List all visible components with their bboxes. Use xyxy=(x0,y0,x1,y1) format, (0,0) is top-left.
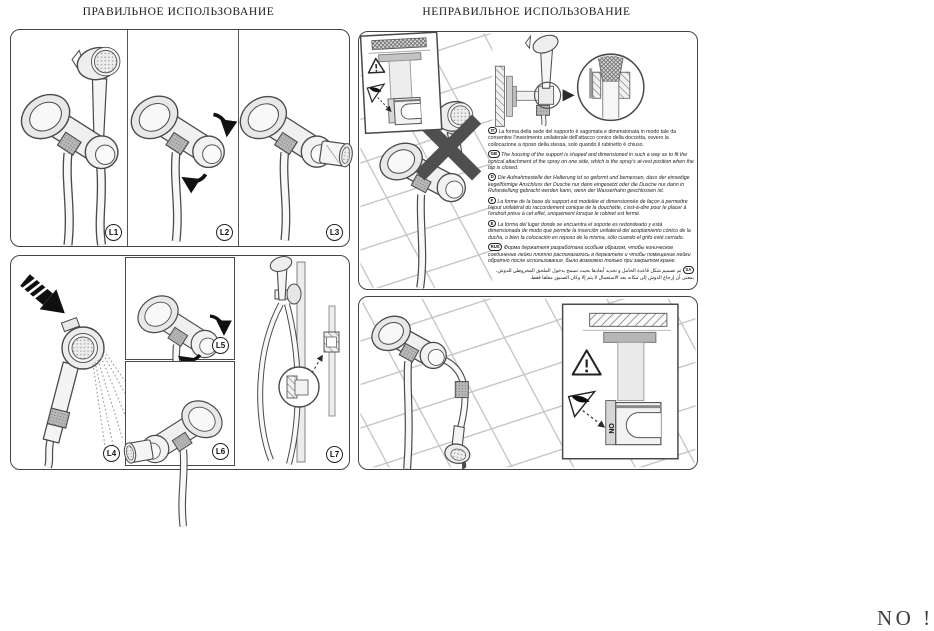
figure-wall-mount-detail xyxy=(237,256,348,467)
instruction-e: E La forma del lugar donde se encuentra el soporte es redondeado y está dimensionada de modo que permite la inserción unilateral del acoplamiento cónico de la ducha, o bien la colocación en reposo de la misma, sólo cuando el grifo esté cerrado. xyxy=(488,220,691,241)
lang-badge-f: F xyxy=(488,197,496,204)
support-column xyxy=(618,342,644,400)
correct-usage-bottom-box xyxy=(10,255,350,470)
panel-l3 xyxy=(238,30,348,246)
figure-spray-press xyxy=(11,256,125,467)
panel-l7 xyxy=(237,256,348,467)
rotate-arrow-icon xyxy=(210,316,224,332)
instruction-gb: GB The housing of the support is shaped and dimensioned in such a way as to fit the conical attachment of the spray on one side, which is the spray's at-rest position when the tap is closed. xyxy=(488,151,694,172)
step-label-l3: L3 xyxy=(326,224,343,241)
shower-handle-figure xyxy=(319,140,354,168)
step-label-l2: L2 xyxy=(216,224,233,241)
instruction-sa: SAتم تصميم شكل قاعدة الحامل و تحديد أبعادها بحيث تسمح بدخول الملحق المخروطي للدوش، بمعنى أن إرجاع الدوش إلى مكانه بعد الاستعمال لا يتم إلا وكان الصنبور مغلقا فقط. xyxy=(495,267,694,281)
step-label-l7: L7 xyxy=(326,446,343,463)
figure-bracket-rotation xyxy=(128,30,238,246)
instruction-rus: RUS Форма держателя разработана особым образом, чтобы коническое соединение лейки плотно располагалось в держателе и чтобы помещение лейки обратно после использования, было возможно только при закрытом кране. xyxy=(488,244,691,264)
lang-badge-d: D xyxy=(488,173,496,180)
lang-badge-e: E xyxy=(488,220,496,227)
lang-badge-sa: SA xyxy=(683,266,694,273)
step-label-l4: L4 xyxy=(103,445,120,462)
instruction-d: D Die Aufnahmestelle der Halterung ist so geformt und bemessen, dass der einseitige kegelförmige Anschluss der Dusche nur dann eingesetzt oder die Dusche nur dann in Ruhestellung gebracht werden kann, wenn der Wasserhahn geschlossen ist. xyxy=(488,174,690,195)
step-label-l1: L1 xyxy=(105,224,122,241)
panel-l5 xyxy=(125,257,235,360)
no-vertical-label: NO xyxy=(608,423,616,434)
title-correct-usage: ПРАВИЛЬНОЕ ИСПОЛЬЗОВАНИЕ xyxy=(82,6,275,18)
rotate-arrow-icon xyxy=(185,174,206,181)
instruction-f: F La forme de la base du support est modelée et dimensionnée de façon à permettre l'ajout unilatéral du raccordement conique de la douchette, c'est-à-dire pour le placer à l'endroit prévu à cet effet, uniquement lorsque le robinet est fermé. xyxy=(488,197,688,218)
support-column xyxy=(389,60,412,99)
no-text: NO ! xyxy=(877,606,934,630)
lang-badge-gb: GB xyxy=(488,150,500,157)
wall-bracket-figure xyxy=(123,393,229,526)
hose-knurl-sleeve xyxy=(455,381,468,397)
panel-l2 xyxy=(127,30,238,246)
press-arrow-icon xyxy=(17,270,74,323)
wall-cross-section xyxy=(495,66,504,126)
hanging-shower-figure xyxy=(260,254,301,464)
inset-hook-detail xyxy=(563,304,678,458)
cone-seat-detail-figure xyxy=(495,32,643,127)
anchor-detail xyxy=(324,332,339,352)
lang-badge-rus: RUS xyxy=(488,243,502,250)
step-label-l6: L6 xyxy=(212,443,229,460)
pointer-arrow-icon xyxy=(312,356,322,373)
figure-shower-at-rest xyxy=(11,30,127,246)
title-incorrect-usage: НЕПРАВИЛЬНОЕ ИСПОЛЬЗОВАНИЕ xyxy=(422,6,631,18)
incorrect-usage-top-box xyxy=(358,31,698,290)
inset-support-detail xyxy=(361,32,442,133)
rotate-arrow-icon xyxy=(181,355,200,360)
wall-bracket-figure xyxy=(232,88,353,240)
figure-wrong-hanging xyxy=(359,297,697,469)
multilingual-instructions xyxy=(488,127,694,287)
magnified-cone-seat xyxy=(578,54,644,120)
incorrect-usage-bottom-box xyxy=(358,296,934,630)
panel-l6 xyxy=(125,361,235,466)
step-label-l5: L5 xyxy=(212,337,229,354)
panel-l1 xyxy=(11,30,127,246)
figure-shower-inserted xyxy=(239,30,348,246)
flange xyxy=(604,332,656,342)
wall-bracket-figure xyxy=(123,88,227,242)
lang-badge-it: IT xyxy=(488,127,497,134)
instruction-it: IT La forma della sede del supporto è sagomata e dimensionata in modo tale da consentire l'inserimento unilaterale dell'attacco conico della doccetta, ovvero la collocazione a riposo della stessa, solo quando il rubinetto è chiuso. xyxy=(488,128,677,148)
hand-shower-spraying-figure xyxy=(43,318,131,467)
ceiling-section xyxy=(590,313,667,326)
panel-l4 xyxy=(11,256,125,467)
wall-section xyxy=(329,306,335,416)
rotate-arrow-icon xyxy=(213,114,227,133)
correct-usage-top-box xyxy=(10,29,350,247)
